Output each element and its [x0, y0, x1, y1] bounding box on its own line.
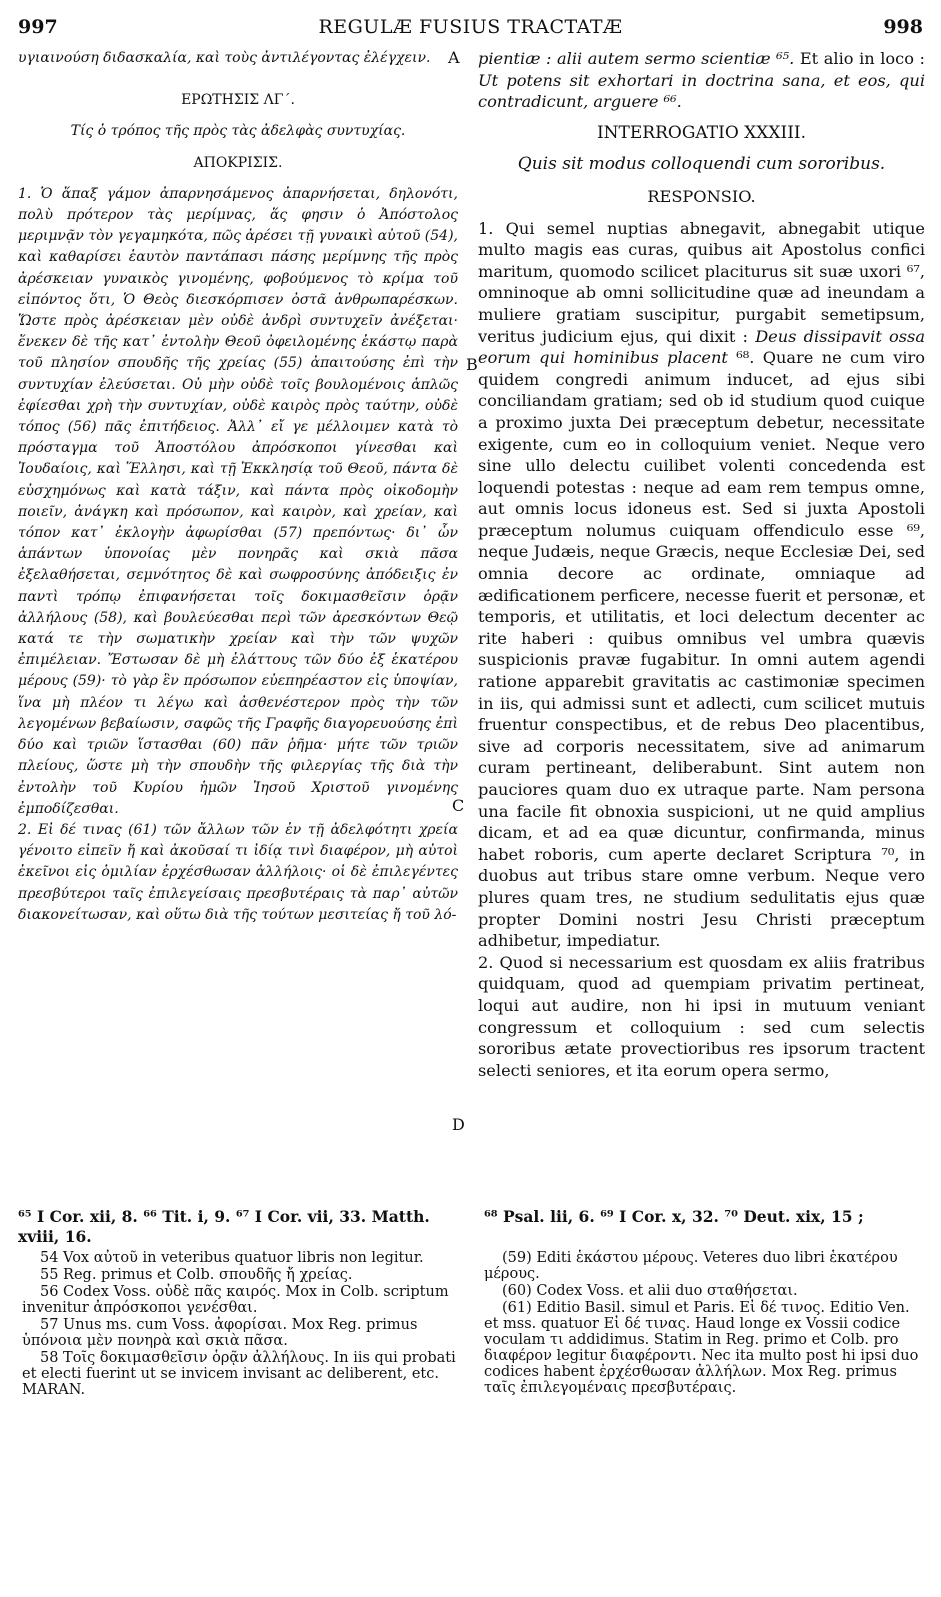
latin-subheading: Quis sit modus colloquendi cum sororibus.	[517, 154, 886, 175]
latin-paragraph-1-c: ⁶⁸. Quare ne cum viro quidem congredi animum inducet, ad ejus sibi conciliandam gratiam; sed ob id studium quod cuique a proximo juxta Dei præceptum debetur, necessitate exigente, cum eo in colloquium veniet. Neque vero sine ullo delectu cuilibet volenti concedenda est loquendi potestas : neque ad eam rem tempus omne, aut omnis locus idoneus est. Sed si juxta Apostoli præceptum nolumus cuiquam offendiculo esse ⁶⁹, neque Judæis, neque Græcis, neque Ecclesiæ Dei, sed omnia decore ac ordinate, omniaque ad ædificationem perficere, necesse fuerit et personæ, et temporis, et utilitatis, et loci delectum decenter ac rite haberi : quibus omnibus vel umbra quævis suspicionis pravæ fugabitur. In omni autem agendi ratione apparebit gravitatis ac castimoniæ specimen in iis, qui admissi sunt et adlecti, cum scilicet mutuis fruentur conspectibus, et de rebus Deo placentibus, sive ad corporis necessitatem, sive ad animarum curam pertineant, deliberabunt. Sint autem non pauciores quam duo ex utraque parte. Nam persona una facile fit obnoxia suspicioni, ut ne quid amplius dicam, et ad ea quæ dicuntur, confirmanda, minus habet roboris, cum aperte declaret Scriptura ⁷⁰, in duobus aut tribus stare omne verbum. Neque vero plures quam tres, ne studium sedulitatis ejus quæ propter Domini nostri Jesu Christi præceptum adhibetur, impediatur.	[478, 348, 925, 951]
note-55: 55 Reg. primus et Colb. σπουδῆς ἤ χρείας.	[40, 1267, 353, 1283]
greek-heading: ΕΡΩΤΗΣΙΣ ΛΓ΄.	[181, 92, 295, 109]
greek-subheading: Τίς ὁ τρόπος τῆς πρὸς τὰς ἀδελφὰς συντυχίας.	[70, 123, 406, 140]
latin-column	[478, 48, 925, 1203]
latin-quote: Deus dissipavit ossa eorum qui hominibus placent	[478, 326, 925, 368]
page-header	[18, 16, 923, 42]
latin-paragraph-2: 2. Quod si necessarium est quosdam ex aliis fratribus quidquam, quod ad quempiam privatim pertineat, loqui aut audire, non hi ipsi in mutuum veniant congressum et colloquium : sed cum selectis sororibus ætate provectioribus res ipsorum tractent selecti seniores, et ita eorum opera sermo,	[478, 952, 925, 1080]
note-60: (60) Codex Voss. et alii duo σταθήσεται.	[502, 1283, 798, 1299]
latin-paragraph-1	[478, 218, 925, 952]
margin-letter-d: D	[452, 1115, 465, 1134]
note-58: 58 Τοῖς δοκιμασθεῖσιν ὁρᾷν ἀλλήλους. In iis qui probati et electi fuerint ut se invicem invisant ac deliberent, etc. MARAN.	[22, 1350, 456, 1398]
margin-letter-c: C	[452, 796, 465, 815]
greek-paragraph-1: 1. Ὁ ἅπαξ γάμον ἀπαρνησάμενος ἀπαρνήσεται, δηλονότι, πολὺ πρότερον τὰς μερίμνας, ἅς φησιν ὁ Ἀπόστολος μεριμνᾷν τὸν γεγαμηκότα, πῶς ἀρέσει τῇ γυναικὶ αὐτοῦ (54), καὶ καθαρίσει ἑαυτὸν παντάπασι πάσης μερίμνης τῆς πρὸς ἀρέσκειαν γυναικὸς γινομένης, φοβούμενος τὸ κρίμα τοῦ εἰπόντος ὅτι, Ὁ Θεὸς διεσκόρπισεν ὀστᾶ ἀνθρωπαρέσκων. Ὥστε πρὸς ἀρέσκειαν μὲν οὐδὲ ἀνδρὶ συντυχεῖν ἀνέξεται· ἕνεκεν δὲ τῆς κατ᾽ ἐντολὴν Θεοῦ ὀφειλομένης ἑκάστῳ παρὰ τοῦ πλησίον σπουδῆς τῆς χρείας (55) ἀπαιτούσης ἐπὶ τὴν συντυχίαν ἐλεύσεται. Οὐ μὴν οὐδὲ τοῖς βουλομένοις ἁπλῶς ἐφίεσθαι χρὴ τὴν συντυχίαν, οὐδὲ καιρὸς πρὸς ταύτην, οὐδὲ τόπος (56) πᾶς ἐπιτήδειος. Ἀλλ᾽ εἴ γε μέλλοιμεν κατὰ τὸ πρόσταγμα τοῦ Ἀποστόλου ἀπρόσκοποι γίνεσθαι καὶ Ἰουδαίοις, καὶ Ἕλλησι, καὶ τῇ Ἐκκλησίᾳ τοῦ Θεοῦ, πάντα δὲ εὐσχημόνως καὶ κατὰ τάξιν, καὶ πάντα πρὸς οἰκοδομὴν ποιεῖν, ἀνάγκη καὶ πρόσωπον, καὶ καιρὸν, καὶ χρείαν, καὶ τόπον κατ᾽ ἐκλογὴν ἀφωρίσθαι (57) πρεπόντως· δι᾽ ὧν ἁπάντων ὑπονοίας μὲν πονηρᾶς καὶ σκιὰ πᾶσα ἐξελαθήσεται, σεμνότητος δὲ καὶ σωφροσύνης ἀπόδειξις ἐν παντὶ τρόπῳ ἐπιφανήσεται τοῖς δοκιμασθεῖσιν ὁρᾷν ἀλλήλους (58), καὶ βουλεύεσθαι περὶ τῶν ἀρεσκόντων Θεῷ κατά τε τὴν σωματικὴν χρείαν καὶ τὴν τῶν ψυχῶν ἐπιμέλειαν. Ἔστωσαν δὲ μὴ ἐλάττους τῶν δύο ἐξ ἑκατέρου μέρους (59)· τὸ γὰρ ἓν πρόσωπον εὐεπηρέαστον εἰς ὑποψίαν, ἵνα μὴ πλέον τι λέγω καὶ ἀσθενέστερον πρὸς τὴν τῶν λεγομένων βεβαίωσιν, σαφῶς τῆς Γραφῆς διαγορευούσης ἐπὶ δύο καὶ τριῶν ἵστασθαι (60) πᾶν ῥῆμα· μήτε τῶν τριῶν πλείους, ὥστε μὴ τὴν σπουδὴν τῆς φιλεργίας τῆς διὰ τὴν ἐντολὴν τοῦ Κυρίου ἡμῶν Ἰησοῦ Χριστοῦ γινομένης ἐμποδίζεσθαι.	[18, 185, 458, 817]
latin-intro	[478, 48, 925, 113]
footnotes-right: ⁶⁸ Psal. lii, 6. ⁶⁹ I Cor. x, 32. ⁷⁰ Deut. xix, 15 ;	[484, 1207, 864, 1226]
margin-letter-b: B	[466, 355, 478, 374]
notes-left	[22, 1250, 458, 1399]
greek-response-heading: ΑΠΟΚΡΙΣΙΣ.	[193, 154, 283, 171]
greek-paragraph-2: 2. Εἰ δέ τινας (61) τῶν ἄλλων τῶν ἐν τῇ ἀδελφότητι χρεία γένοιτο εἰπεῖν ἤ καὶ ἀκοῦσαί τι ἰδίᾳ τινὶ διαφέρον, μὴ αὐτοὶ ἐκεῖνοι εἰς ὁμιλίαν ἐρχέσθωσαν ἀλλήλοις· οἱ δὲ ἐπιλεγέντες πρεσβύτεροι ταῖς ἐπιλεγείσαις πρεσβυτέραις τὰ παρ᾽ αὐτῶν διακονείτωσαν, καὶ οὕτω διὰ τῆς τούτων μεσιτείας ἤ τοῦ λό-	[18, 821, 458, 923]
latin-paragraph-1-a: 1. Qui semel nuptias abnegavit, abnegabit utique multo magis eas curas, quibus ait Apostolus confici maritum, quomodo scilicet placiturus sit suæ uxori ⁶⁷, omninoque ab omni sollicitudine quæ ad ineundam a muliere gratiam suscipitur, purgabit semetipsum, veritus judicium ejus, qui dixit :	[478, 218, 925, 346]
page-number-left: 997	[18, 16, 58, 38]
note-54: 54 Vox αὐτοῦ in veteribus quatuor libris non legitur.	[40, 1250, 424, 1266]
note-61: (61) Editio Basil. simul et Paris. Εἰ δέ τινος. Editio Ven. et mss. quatuor Εἰ δέ τινας. Haud longe ex Vossii codice voculam τι addidimus. Statim in Reg. primo et Colb. pro διαφέρον legitur διαφέροντι. Nec ita multo post hi ipsi duo codices habent ἐρχέσθωσαν ἀλλήλων. Mox Reg. primus ταῖς ἐπιλεγομέναις πρεσβυτέραις.	[484, 1300, 919, 1396]
margin-letter-a: A	[448, 48, 460, 67]
running-title: REGULÆ FUSIUS TRACTATÆ	[318, 16, 623, 38]
page-number-right: 998	[883, 16, 923, 38]
latin-intro-a: pientiæ : alii autem sermo scientiæ ⁶⁵.	[478, 49, 795, 68]
notes-right	[484, 1250, 925, 1397]
note-56: 56 Codex Voss. οὐδὲ πᾶς καιρός. Mox in Colb. scriptum invenitur ἀπρόσκοποι γενέσθαι.	[22, 1284, 449, 1316]
latin-intro-b: Et alio in loco :	[794, 49, 925, 68]
latin-heading: INTERROGATIO XXXIII.	[596, 122, 807, 143]
footnotes-left: ⁶⁵ I Cor. xii, 8. ⁶⁶ Tit. i, 9. ⁶⁷ I Cor. vii, 33. Matth. xviii, 16.	[18, 1207, 430, 1246]
latin-intro-c: Ut potens sit exhortari in doctrina sana, et eos, qui contradicunt, arguere ⁶⁶.	[478, 70, 925, 112]
latin-response-heading: RESPONSIO.	[647, 186, 756, 206]
note-59: (59) Editi ἑκάστου μέρους. Veteres duo libri ἑκατέρου μέρους.	[484, 1250, 898, 1282]
greek-column	[18, 48, 458, 1203]
note-57: 57 Unus ms. cum Voss. ἀφορίσαι. Mox Reg. primus ὑπόνοια μὲν πονηρὰ καὶ σκιὰ πᾶσα.	[22, 1317, 418, 1349]
greek-intro: υγιαινούση διδασκαλία, καὶ τοὺς ἀντιλέγοντας ἐλέγχειν.	[18, 50, 431, 66]
